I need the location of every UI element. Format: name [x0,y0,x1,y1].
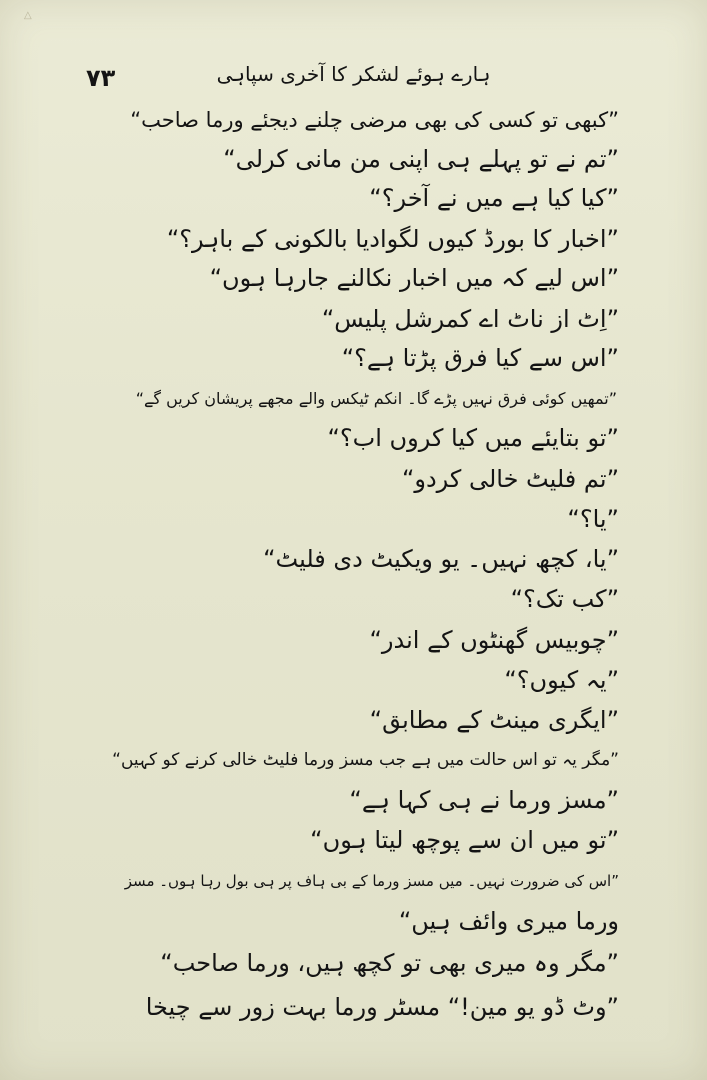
page-header [60,62,647,96]
dialogue-line: ”مگر وہ میری بھی تو کچھ ہیں، ورما صاحب“ [160,949,619,977]
dialogue-line: ”کب تک؟“ [510,585,619,613]
dialogue-line: ”کبھی تو کسی کی بھی مرضی چلنے دیجئے ورما صاحب“ [130,108,619,132]
dialogue-line: ”اخبار کا بورڈ کیوں لگوادیا بالکونی کے باہر؟“ [166,225,619,253]
dialogue-line: ”تمھیں کوئی فرق نہیں پڑے گا۔ انکم ٹیکس والے مجھے پریشان کریں گے“ [135,389,617,408]
dialogue-line: ”اِٹ از ناٹ اے کمرشل پلیس“ [321,305,619,333]
dialogue-line: ”یا، کچھ نہیں۔ یو ویکیٹ دی فلیٹ“ [263,545,619,573]
dialogue-line: ورما میری وائف ہیں“ [398,907,619,935]
dialogue-line: ”یا؟“ [567,505,619,533]
corner-mark: △ [24,10,32,21]
page-number: ٧٣ [86,64,116,92]
dialogue-line: ”تم فلیٹ خالی کردو“ [401,465,619,493]
dialogue-line: ”یہ کیوں؟“ [504,666,619,694]
dialogue-line: ”ایگری مینٹ کے مطابق“ [369,706,619,734]
dialogue-line: ”اس سے کیا فرق پڑتا ہے؟“ [341,344,619,372]
dialogue-line: ”مگر یہ تو اس حالت میں ہے جب مسز ورما فلیٹ خالی کرنے کو کہیں“ [112,750,619,770]
dialogue-line: ”اس لیے کہ میں اخبار نکالنے جارہا ہوں“ [209,264,619,292]
dialogue-line: ”تو میں ان سے پوچھ لیتا ہوں“ [310,826,619,854]
dialogue-line: ”اس کی ضرورت نہیں۔ میں مسز ورما کے بی ہاف پر ہی بول رہا ہوں۔ مسز [124,872,619,890]
running-title: ہارے ہوئے لشکر کا آخری سپاہی [216,62,491,86]
dialogue-line: ”تو بتایئے میں کیا کروں اب؟“ [327,424,619,452]
dialogue-line: ”کیا کیا ہے میں نے آخر؟“ [369,184,619,212]
dialogue-line: ”تم نے تو پہلے ہی اپنی من مانی کرلی“ [223,145,619,173]
dialogue-line: ”وٹ ڈو یو مین!“ مسٹر ورما بہت زور سے چیخا [145,993,619,1021]
dialogue-line: ”مسز ورما نے ہی کہا ہے“ [349,786,619,814]
dialogue-line: ”چوبیس گھنٹوں کے اندر“ [369,626,619,654]
